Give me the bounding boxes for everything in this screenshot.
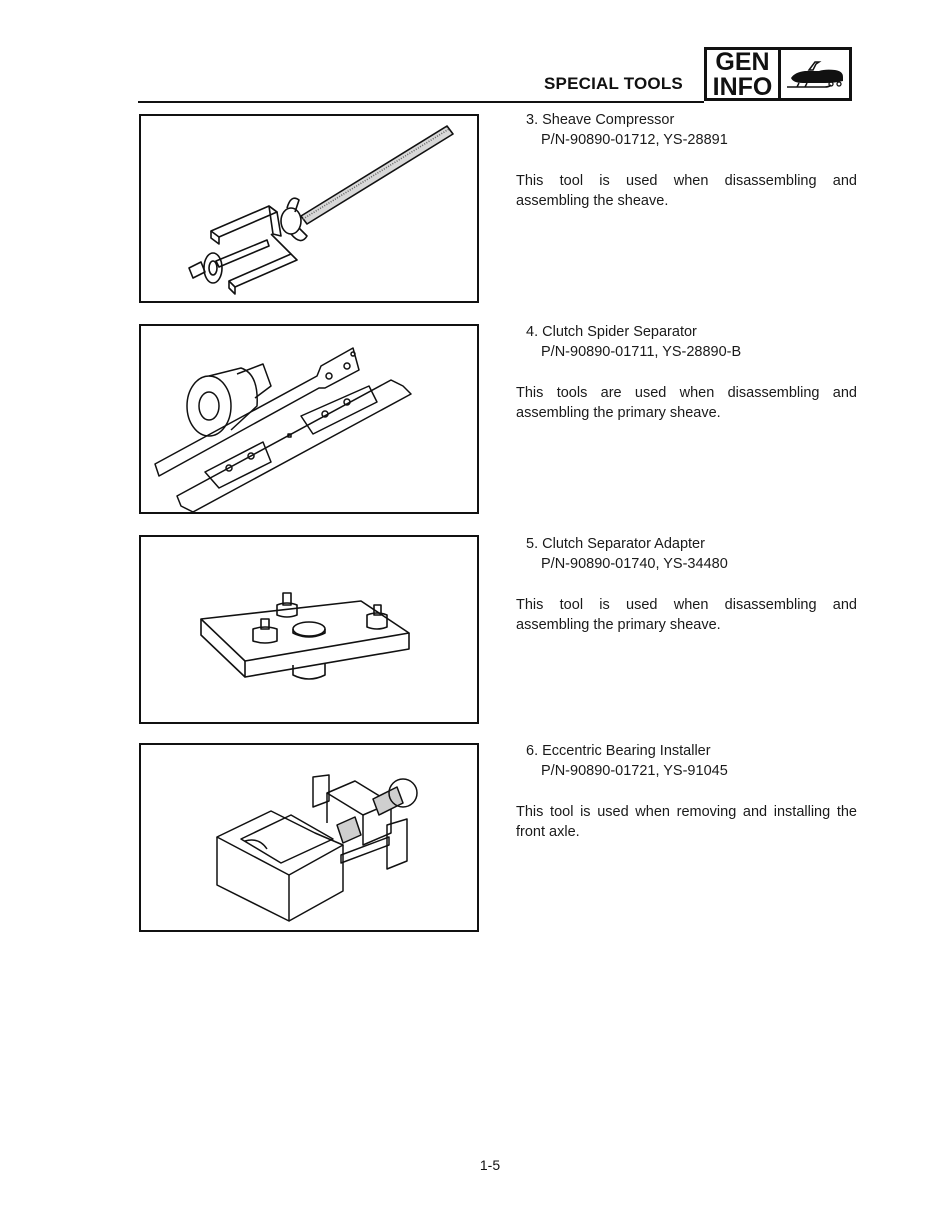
sheave-compressor-illustration: [141, 116, 477, 301]
eccentric-bearing-installer-figure: [139, 743, 479, 932]
tool-description: This tool is used when disassembling and assembling the sheave.: [516, 173, 857, 209]
header-rule: [138, 101, 704, 103]
sheave-compressor-figure: [139, 114, 479, 303]
badge-line-1: GEN: [715, 48, 770, 76]
clutch-separator-adapter-illustration: [141, 537, 477, 722]
tool-part-numbers: P/N-90890-01712, YS-28891: [541, 132, 728, 148]
tool-title: 4. Clutch Spider Separator: [526, 324, 697, 340]
page-number: 1-5: [479, 1157, 501, 1173]
tool-item-4: [516, 322, 857, 423]
snowmobile-icon: [785, 56, 847, 96]
tool-part-numbers: P/N-90890-01740, YS-34480: [541, 556, 728, 572]
tool-title: 6. Eccentric Bearing Installer: [526, 743, 711, 759]
clutch-spider-separator-figure: [139, 324, 479, 514]
tool-item-3: [516, 110, 857, 211]
tool-part-numbers: P/N-90890-01721, YS-91045: [541, 763, 728, 779]
tool-description: This tools are used when disassembling and assembling the primary sheave.: [516, 385, 857, 421]
tool-title: 3. Sheave Compressor: [526, 112, 675, 128]
tool-part-numbers: P/N-90890-01711, YS-28890-B: [541, 344, 742, 360]
clutch-spider-separator-illustration: [141, 326, 477, 512]
eccentric-bearing-installer-illustration: [141, 745, 477, 930]
tool-item-5: [516, 534, 857, 635]
badge-line-2: INFO: [712, 73, 773, 101]
gen-info-badge: [704, 47, 781, 101]
tool-item-6: [516, 741, 857, 842]
tool-description: This tool is used when removing and installing the front axle.: [516, 804, 857, 840]
clutch-separator-adapter-figure: [139, 535, 479, 724]
snowmobile-icon-box: [779, 47, 852, 101]
tool-title: 5. Clutch Separator Adapter: [526, 536, 705, 552]
page-section-title: SPECIAL TOOLS: [544, 74, 683, 93]
tool-description: This tool is used when disassembling and assembling the primary sheave.: [516, 597, 857, 633]
